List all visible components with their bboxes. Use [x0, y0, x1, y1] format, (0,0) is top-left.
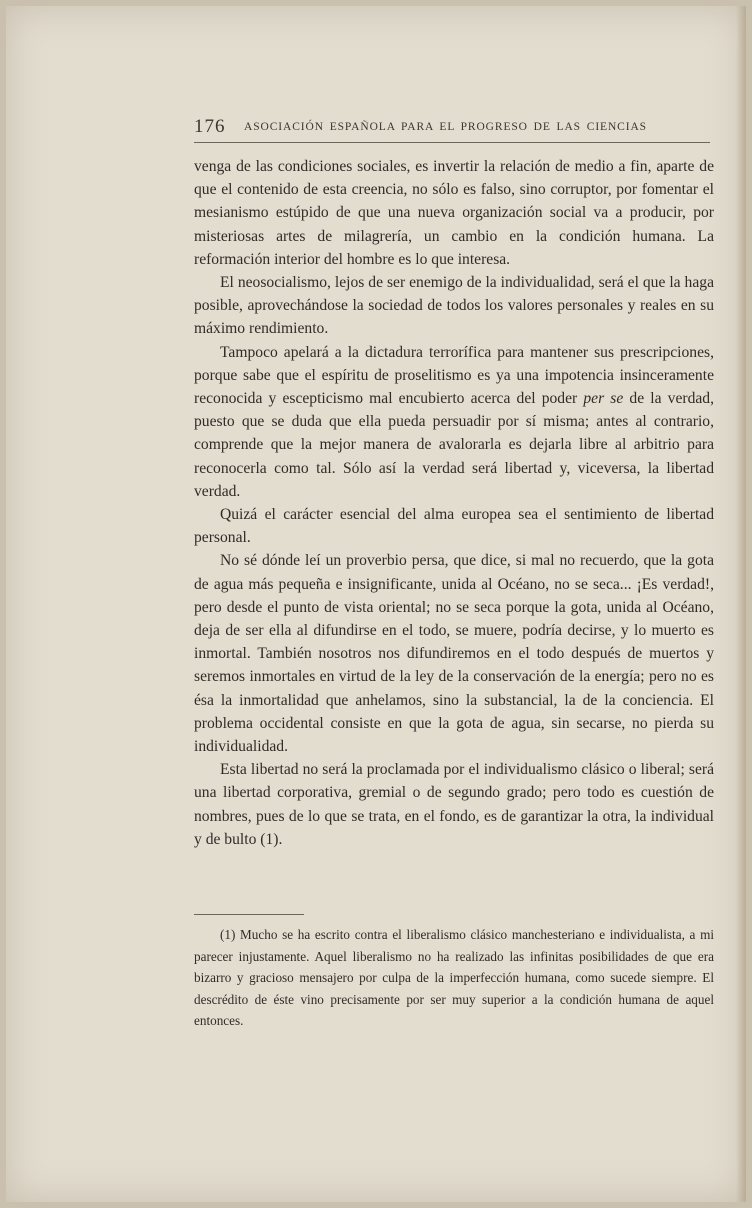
paragraph: El neosocialismo, lejos de ser enemigo de la individualidad, será el que la haga posible, aprovechándose la sociedad de todos los valores personales y reales en su máximo rendimiento. [194, 274, 714, 338]
paragraph: Esta libertad no será la proclamada por el individualismo clásico o liberal; será una libertad corporativa, gremial o de segundo grado; pero todo es cuestión de nombres, pues de lo que se trata, en el fondo, es de garantizar la otra, la individual y de bulto (1). [194, 761, 714, 848]
paragraph: Quizá el carácter esencial del alma europea sea el sentimiento de libertad personal. [194, 506, 714, 547]
body-text [194, 155, 714, 851]
page-edge-shadow [736, 6, 746, 1202]
paragraph: venga de las condiciones sociales, es invertir la relación de medio a fin, aparte de que el contenido de esta creencia, no sólo es falso, sino corruptor, por fomentar el mesianismo estúpido de que una nueva organización social va a producir, por misteriosas artes de milagrería, un cambio en la condición humana. La reformación interior del hombre es lo que interesa. [194, 158, 714, 268]
footnote-rule [194, 914, 304, 915]
running-title: ASOCIACIÓN ESPAÑOLA PARA EL PROGRESO DE LAS CIENCIAS [244, 121, 647, 133]
italic-phrase: per se [583, 390, 624, 408]
running-header [194, 118, 706, 140]
page-number: 176 [194, 116, 226, 137]
footnote: (1) Mucho se ha escrito contra el liberalismo clásico manchesteriano e individualista, a mi parecer injustamente. Aquel liberalismo no ha realizado las infinitas posibilidades de que era bizarro y gracioso mensajero por culpa de la imperfección humana, como sucede siempre. El descrédito de éste vino precisamente por ser muy superior a la condición humana de aquel entonces. [194, 927, 714, 1029]
paragraph-text: de la verdad, puesto que se duda que ella pueda persuadir por sí misma; antes al contrario, comprende que la mejor manera de avalorarla es dejarla libre al arbitrio para reconocerla como tal. Sólo así la verdad será libertad y, viceversa, la libertad verdad. [194, 390, 714, 500]
paragraph [194, 341, 714, 503]
paragraph-text: Tampoco apelará a la dictadura terrorífica para mantener sus prescripciones, porque sabe que el espíritu de proselitismo es ya una impotencia insinceramente reconocida y escepticismo mal encubierto acerca del poder [194, 343, 714, 408]
header-rule [194, 142, 710, 143]
paragraph: No sé dónde leí un proverbio persa, que dice, si mal no recuerdo, que la gota de agua más pequeña e insignificante, unida al Océano, no se seca... ¡Es verdad!, pero desde el punto de vista oriental; no se seca porque la gota, unida al Océano, deja de ser ella al difundirse en el todo, se muere, podría decirse, y lo muerto es inmortal. También nosotros nos difundiremos en el todo después de muertos y seremos inmortales en virtud de la ley de la conservación de la energía; pero no es ésa la inmortalidad que anhelamos, sino la substancial, la de la conciencia. El problema occidental consiste en que la gota de agua, sin secarse, no pierda su individualidad. [194, 552, 714, 756]
